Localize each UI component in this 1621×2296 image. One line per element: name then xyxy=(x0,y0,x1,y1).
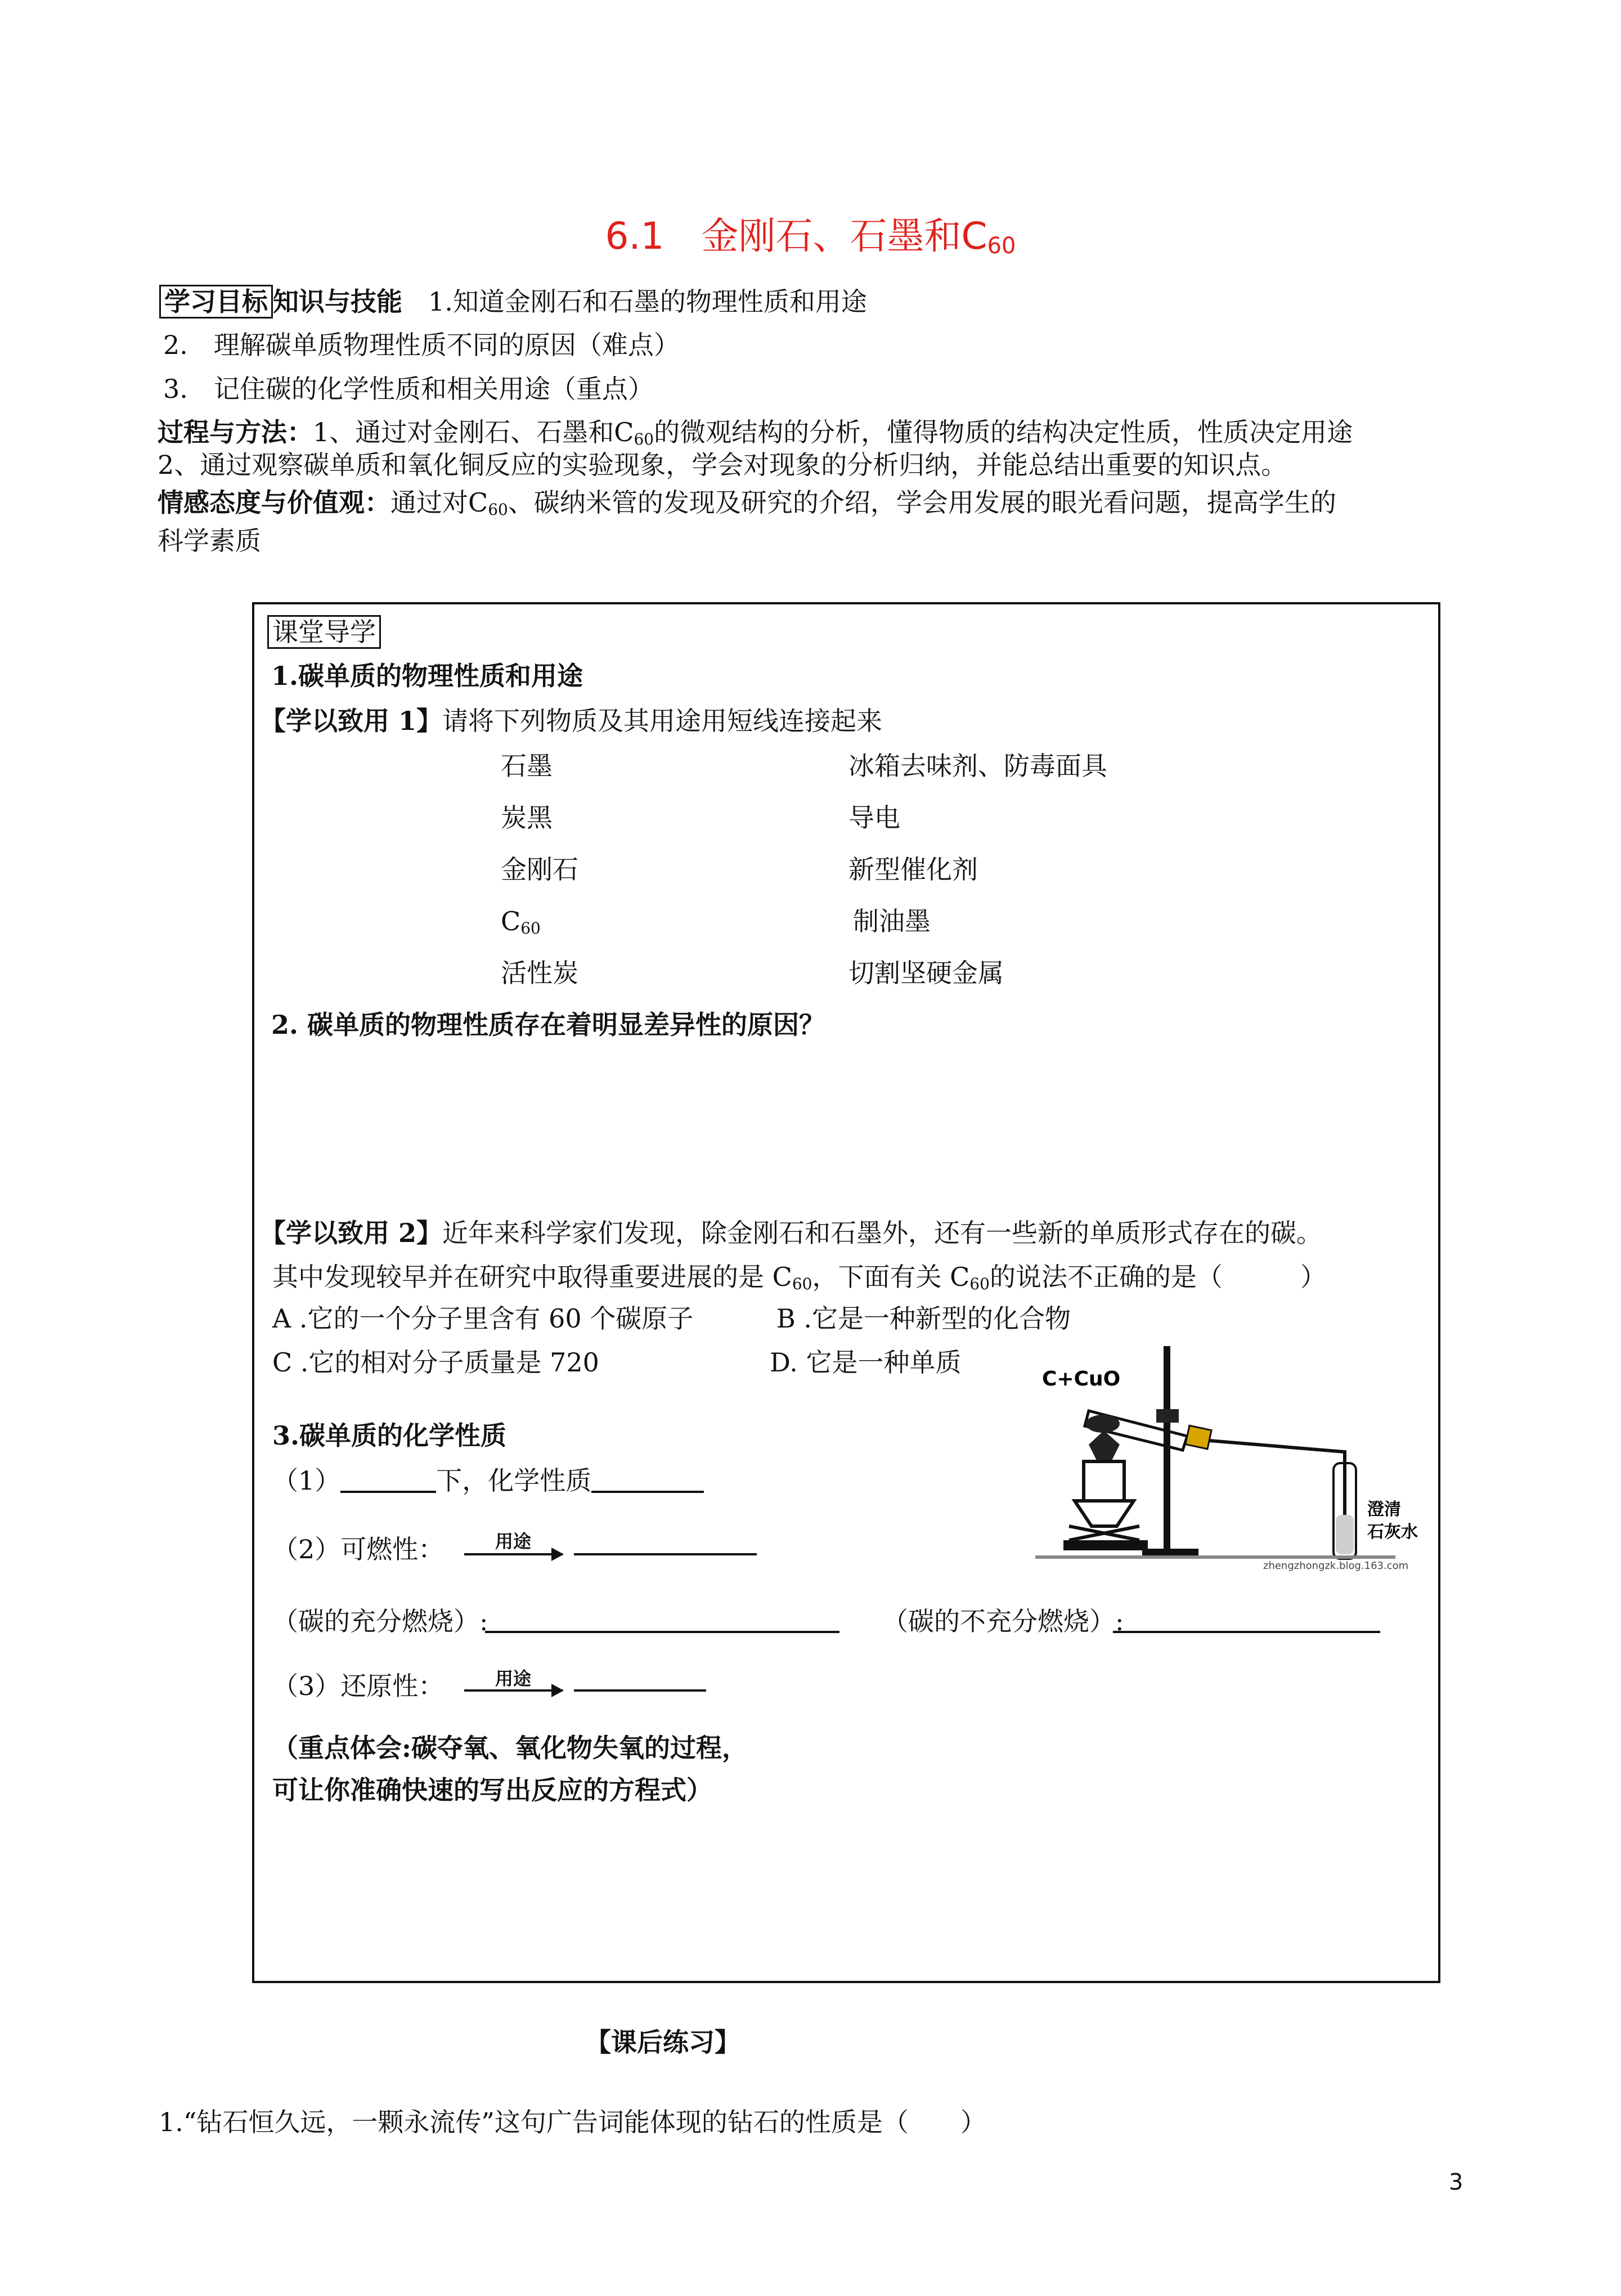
stand-rod xyxy=(1164,1346,1170,1557)
emotion-line-1: 情感态度与价值观：通过对$C_{60}$、碳纳米管的发现及研究的介绍，学会用发展的眼光看问题，提高学生的 xyxy=(158,487,1336,519)
question-3: （3）还原性： xyxy=(272,1671,444,1701)
blank-property[interactable] xyxy=(591,1491,704,1493)
blank-partial-combustion[interactable] xyxy=(1113,1631,1380,1633)
apply-2-line-1: 【学以致用 2】近年来科学家们发现，除金刚石和石墨外，还有一些新的单质形式存在的碳。 xyxy=(260,1218,1323,1248)
substance-activated-carbon: 活性炭 xyxy=(501,958,578,988)
question-2: （2）可燃性： xyxy=(272,1534,444,1564)
process-line-2: 2、通过观察碳单质和氧化铜反应的实验现象，学会对现象的分析归纳，并能总结出重要的知识点。 xyxy=(158,450,1287,480)
practice-question-1: 1.“钻石恒久远，一颗永流传”这句广告词能体现的钻石的性质是（ ） xyxy=(159,2107,986,2137)
partial-combustion-label: （碳的不充分燃烧）: xyxy=(882,1606,1124,1636)
use-catalyst: 新型催化剂 xyxy=(848,854,978,885)
blank-condition[interactable] xyxy=(340,1491,436,1493)
option-b: B .它是一种新型的化合物 xyxy=(776,1303,1071,1334)
option-d: D. 它是一种单质 xyxy=(770,1347,962,1378)
emotion-label: 情感态度与价值观： xyxy=(158,487,390,518)
delivery-tube xyxy=(1210,1441,1345,1532)
goal-item-1: 1.知道金刚石和石墨的物理性质和用途 xyxy=(428,286,867,317)
use-conduct: 导电 xyxy=(848,802,900,833)
question-1: （1） 下，化学性质 xyxy=(272,1463,704,1498)
process-line-1: 过程与方法：1、通过对金刚石、石墨和$C_{60}$的微观结构的分析，懂得物质的结构决定性质，性质决定用途 xyxy=(158,417,1353,449)
apparatus-illustration xyxy=(1035,1346,1418,1572)
section-1-heading: 1.碳单质的物理性质和用途 xyxy=(271,661,583,691)
arrow-label-use-2: 用途 xyxy=(495,1668,532,1689)
note-line-2: 可让你准确快速的写出反应的方程式） xyxy=(272,1775,712,1805)
apply-1: 【学以致用 1】请将下列物质及其用途用短线连接起来 xyxy=(260,706,883,736)
panel-tag: 课堂导学 xyxy=(267,615,381,649)
goals-label: 学习目标 xyxy=(159,285,273,319)
source-watermark: zhengzhongzk.blog.163.com xyxy=(1263,1560,1409,1572)
goal-item-2: 2. 理解碳单质物理性质不同的原因（难点） xyxy=(163,330,680,360)
use-ink: 制油墨 xyxy=(853,906,931,936)
reactants-label: C+CuO xyxy=(1042,1367,1121,1391)
use-deodorant: 冰箱去味剂、防毒面具 xyxy=(848,751,1107,781)
limewater-label-2: 石灰水 xyxy=(1367,1522,1418,1542)
limewater-label-1: 澄清 xyxy=(1367,1500,1401,1519)
page-number: 3 xyxy=(1449,2169,1463,2195)
blank-use-reduction[interactable] xyxy=(574,1689,706,1692)
arrow-2 xyxy=(464,1689,563,1692)
use-cutting: 切割坚硬金属 xyxy=(848,958,1004,988)
arrow-label-use-1: 用途 xyxy=(495,1531,532,1552)
page-title: 6.1 金刚石、石墨和$C_{60}$ xyxy=(605,214,1016,259)
substance-carbon-black: 炭黑 xyxy=(501,802,553,833)
blank-full-combustion[interactable] xyxy=(485,1631,839,1633)
emotion-line-2: 科学素质 xyxy=(158,526,261,556)
section-2-heading: 2. 碳单质的物理性质存在着明显差异性的原因？ xyxy=(271,1010,825,1040)
option-c: C .它的相对分子质量是 720 xyxy=(272,1347,599,1378)
flame xyxy=(1089,1430,1120,1461)
note-line-1: （重点体会:碳夺氧、氧化物失氧的过程， xyxy=(272,1733,748,1763)
full-combustion-label: （碳的充分燃烧）: xyxy=(272,1606,488,1636)
arrow-1 xyxy=(464,1553,563,1555)
substance-c60: $C_{60}$ xyxy=(501,906,541,938)
goal-item-3: 3. 记住碳的化学性质和相关用途（重点） xyxy=(163,374,654,404)
knowledge-label: 知识与技能 xyxy=(273,286,402,317)
option-a: A .它的一个分子里含有 60 个碳原子 xyxy=(272,1303,694,1334)
substance-diamond: 金刚石 xyxy=(501,854,578,885)
after-class-heading: 【课后练习】 xyxy=(585,2027,740,2057)
apply-2-line-2: 其中发现较早并在研究中取得重要进展的是 $C_{60}$，下面有关 $C_{60}$的说法不正确的是（ ） xyxy=(272,1262,1326,1293)
goals-line-1 xyxy=(159,284,867,319)
section-3-heading: 3.碳单质的化学性质 xyxy=(272,1420,507,1451)
process-label: 过程与方法： xyxy=(158,417,313,447)
blank-use-combustion[interactable] xyxy=(574,1553,757,1555)
substance-graphite: 石墨 xyxy=(501,751,553,781)
lamp-base xyxy=(1063,1540,1148,1550)
